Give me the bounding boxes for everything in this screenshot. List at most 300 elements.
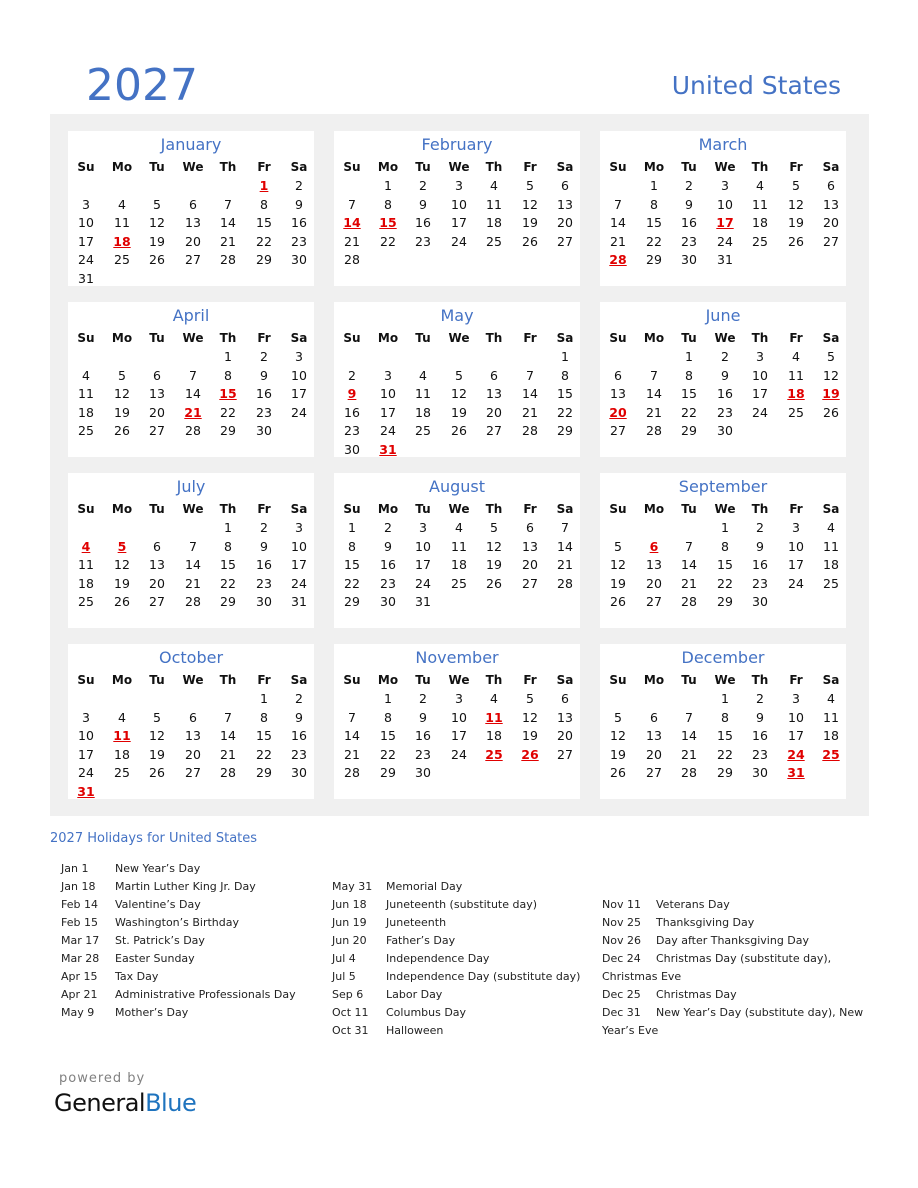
day-cell: 5: [526, 178, 534, 193]
day-cell: 19: [522, 728, 538, 743]
brand-blue: Blue: [145, 1089, 197, 1117]
day-cell: 14: [220, 728, 236, 743]
generalblue-logo[interactable]: [54, 1089, 196, 1117]
weekday-label: Mo: [643, 502, 665, 516]
holiday-name-continued: [602, 1022, 862, 1040]
day-cell: 3: [792, 691, 800, 706]
day-cell: 15: [344, 557, 360, 572]
brand-general: General: [54, 1089, 146, 1117]
day-cell: 16: [415, 728, 431, 743]
day-cell: 25: [114, 252, 130, 267]
day-cell: 17: [788, 728, 804, 743]
weekday-label: We: [448, 160, 470, 174]
day-cell: 24: [415, 575, 431, 591]
day-cell: 19: [451, 404, 467, 420]
day-cell: 26: [610, 594, 626, 609]
weekday-label: Fr: [789, 502, 803, 516]
week-row: [68, 214, 314, 232]
day-cell: 14: [557, 538, 573, 554]
day-cell: 25: [114, 765, 130, 780]
day-cell: 1: [384, 178, 392, 193]
day-cell: 23: [256, 575, 272, 591]
holiday-date: Jun 18: [332, 898, 367, 911]
weekday-label: We: [182, 331, 204, 345]
month-july: [68, 473, 314, 628]
day-cell: 5: [614, 538, 622, 554]
week-row: [68, 196, 314, 214]
weekday-label: We: [182, 160, 204, 174]
weekday-label: Mo: [643, 673, 665, 687]
week-row: [600, 251, 846, 269]
day-cell: 12: [114, 386, 130, 401]
day-cell: 1: [650, 178, 658, 193]
holiday-item: [602, 896, 862, 914]
day-cell: 6: [490, 367, 498, 383]
weekday-header-row: [68, 500, 314, 518]
week-row: [68, 746, 314, 764]
week-row: [334, 348, 580, 366]
day-cell: 23: [415, 233, 431, 249]
holiday-day-cell: 21: [184, 404, 202, 420]
week-row: [68, 538, 314, 556]
weekday-label: Mo: [111, 502, 133, 516]
day-cell: 13: [486, 386, 502, 401]
day-cell: 20: [823, 215, 839, 230]
holiday-day-cell: 31: [379, 441, 397, 457]
day-cell: 10: [380, 386, 396, 401]
day-cell: 2: [348, 367, 356, 383]
holiday-item: [332, 932, 592, 950]
weekday-label: Tu: [149, 160, 165, 174]
week-row: [334, 177, 580, 195]
day-cell: 12: [522, 196, 538, 212]
holiday-date: May 9: [61, 1006, 95, 1019]
month-december: [600, 644, 846, 799]
month-title: April: [172, 306, 210, 325]
day-cell: 17: [78, 746, 94, 762]
weekday-label: Mo: [377, 502, 399, 516]
weekday-header-row: [68, 329, 314, 347]
weekday-label: Su: [609, 673, 627, 687]
day-cell: 6: [827, 178, 835, 193]
day-cell: 26: [451, 423, 467, 438]
day-cell: 5: [614, 709, 622, 725]
day-cell: 22: [681, 404, 697, 420]
day-cell: 3: [295, 520, 303, 535]
day-cell: 15: [557, 386, 573, 401]
day-cell: 10: [788, 709, 804, 725]
day-cell: 10: [717, 196, 733, 212]
weekday-label: Fr: [789, 331, 803, 345]
day-cell: 24: [752, 404, 768, 420]
day-cell: 29: [717, 765, 733, 780]
week-row: [334, 593, 580, 611]
day-cell: 11: [486, 196, 502, 212]
day-cell: 13: [557, 709, 573, 725]
weekday-label: We: [714, 502, 736, 516]
day-cell: 17: [415, 557, 431, 572]
weekday-label: Su: [77, 673, 95, 687]
day-cell: 7: [224, 709, 232, 725]
holiday-day-cell: 18: [113, 233, 131, 249]
day-cell: 18: [823, 728, 839, 743]
day-cell: 9: [721, 367, 729, 383]
day-cell: 23: [717, 404, 733, 420]
day-cell: 5: [792, 178, 800, 193]
weekday-label: We: [448, 673, 470, 687]
day-cell: 18: [114, 746, 130, 762]
holiday-date: Feb 15: [61, 916, 98, 929]
day-cell: 8: [384, 709, 392, 725]
day-cell: 22: [256, 233, 272, 249]
day-cell: 30: [415, 765, 431, 780]
powered-by-label: powered by: [59, 1071, 146, 1086]
holiday-item: [332, 986, 592, 1004]
week-row: [600, 556, 846, 574]
day-cell: 6: [561, 691, 569, 706]
month-title: October: [158, 648, 224, 667]
day-cell: 27: [149, 594, 165, 609]
day-cell: 27: [486, 423, 502, 438]
day-cell: 12: [522, 709, 538, 725]
day-cell: 11: [78, 386, 94, 401]
weekday-label: Mo: [111, 331, 133, 345]
day-cell: 16: [380, 557, 396, 572]
holiday-item: [61, 896, 321, 914]
holiday-day-cell: 19: [822, 386, 840, 401]
week-row: [68, 764, 314, 782]
day-cell: 7: [348, 709, 356, 725]
day-cell: 20: [185, 746, 201, 762]
day-cell: 22: [220, 575, 236, 591]
weekday-label: Su: [343, 331, 361, 345]
holiday-date: Oct 31: [332, 1024, 369, 1037]
holiday-name: Easter Sunday: [115, 952, 195, 965]
day-cell: 1: [224, 349, 232, 364]
weekday-label: Mo: [377, 331, 399, 345]
day-cell: 24: [788, 575, 804, 591]
day-cell: 6: [561, 178, 569, 193]
weekday-label: Sa: [556, 331, 574, 345]
holiday-day-cell: 25: [485, 746, 503, 762]
week-row: [600, 404, 846, 422]
day-cell: 10: [78, 215, 94, 230]
day-cell: 18: [486, 728, 502, 743]
day-cell: 5: [827, 349, 835, 364]
day-cell: 20: [646, 575, 662, 591]
day-cell: 13: [557, 196, 573, 212]
day-cell: 8: [260, 709, 268, 725]
day-cell: 5: [118, 367, 126, 383]
day-cell: 12: [823, 367, 839, 383]
day-cell: 17: [291, 386, 307, 401]
day-cell: 28: [185, 423, 201, 438]
day-cell: 29: [256, 252, 272, 267]
holiday-day-cell: 15: [379, 215, 397, 230]
day-cell: 15: [681, 386, 697, 401]
holiday-name: Mother’s Day: [115, 1006, 189, 1019]
holiday-name-wrap: Year’s Eve: [602, 1024, 659, 1037]
weekday-label: Mo: [377, 160, 399, 174]
week-row: [68, 556, 314, 574]
holiday-name: New Year’s Day (substitute day), New: [656, 1006, 864, 1019]
day-cell: 30: [291, 765, 307, 780]
day-cell: 25: [451, 575, 467, 591]
week-row: [600, 727, 846, 745]
day-cell: 21: [344, 746, 360, 762]
month-title: September: [678, 477, 768, 496]
week-row: [334, 709, 580, 727]
week-row: [68, 385, 314, 403]
month-title: December: [681, 648, 765, 667]
weekday-header-row: [600, 500, 846, 518]
holiday-date: Mar 17: [61, 934, 100, 947]
day-cell: 18: [486, 215, 502, 230]
holiday-name: Administrative Professionals Day: [115, 988, 296, 1001]
month-title: June: [705, 306, 741, 325]
day-cell: 19: [610, 575, 626, 591]
day-cell: 31: [717, 252, 733, 267]
day-cell: 10: [415, 538, 431, 554]
holiday-item: [602, 1004, 862, 1022]
month-title: May: [440, 306, 474, 325]
day-cell: 9: [419, 709, 427, 725]
holiday-item: [61, 932, 321, 950]
day-cell: 8: [224, 367, 232, 383]
day-cell: 27: [557, 233, 573, 249]
weekday-label: Sa: [556, 673, 574, 687]
day-cell: 22: [220, 404, 236, 420]
day-cell: 4: [792, 349, 800, 364]
day-cell: 2: [419, 691, 427, 706]
day-cell: 26: [610, 765, 626, 780]
day-cell: 18: [78, 404, 94, 420]
day-cell: 15: [256, 728, 272, 743]
weekday-header-row: [600, 671, 846, 689]
day-cell: 23: [291, 746, 307, 762]
day-cell: 9: [756, 709, 764, 725]
day-cell: 13: [185, 728, 201, 743]
holiday-date: Feb 14: [61, 898, 98, 911]
holiday-item: [332, 1022, 592, 1040]
day-cell: 6: [650, 709, 658, 725]
day-cell: 10: [78, 728, 94, 743]
day-cell: 9: [295, 709, 303, 725]
day-cell: 14: [185, 557, 201, 572]
weekday-label: Fr: [523, 502, 537, 516]
day-cell: 21: [220, 233, 236, 249]
day-cell: 23: [291, 233, 307, 249]
day-cell: 11: [415, 386, 431, 401]
week-row: [334, 251, 580, 269]
weekday-label: Su: [343, 673, 361, 687]
holiday-name: Labor Day: [386, 988, 443, 1001]
day-cell: 21: [610, 233, 626, 249]
day-cell: 2: [721, 349, 729, 364]
holiday-day-cell: 31: [787, 765, 805, 780]
weekday-label: Th: [219, 502, 237, 516]
weekday-label: Th: [219, 331, 237, 345]
day-cell: 14: [522, 386, 538, 401]
day-cell: 24: [451, 746, 467, 762]
day-cell: 23: [344, 423, 360, 438]
holiday-date: Apr 21: [61, 988, 98, 1001]
day-cell: 10: [451, 709, 467, 725]
holiday-date: Dec 31: [602, 1006, 641, 1019]
day-cell: 1: [685, 349, 693, 364]
day-cell: 13: [522, 538, 538, 554]
day-cell: 2: [295, 691, 303, 706]
day-cell: 15: [717, 728, 733, 743]
day-cell: 4: [118, 196, 126, 212]
day-cell: 14: [681, 557, 697, 572]
day-cell: 25: [486, 233, 502, 249]
weekday-header-row: [68, 158, 314, 176]
holiday-item: [332, 914, 592, 932]
weekday-label: Th: [751, 502, 769, 516]
day-cell: 23: [752, 575, 768, 591]
day-cell: 9: [260, 367, 268, 383]
day-cell: 17: [380, 404, 396, 420]
day-cell: 22: [256, 746, 272, 762]
day-cell: 19: [114, 404, 130, 420]
weekday-label: Su: [609, 331, 627, 345]
holiday-date: Sep 6: [332, 988, 364, 1001]
day-cell: 29: [220, 423, 236, 438]
weekday-label: Su: [609, 160, 627, 174]
holiday-column: [332, 878, 592, 1040]
day-cell: 13: [823, 196, 839, 212]
day-cell: 20: [522, 557, 538, 572]
week-row: [600, 385, 846, 403]
holiday-date: Nov 11: [602, 898, 641, 911]
holiday-name: Thanksgiving Day: [656, 916, 755, 929]
weekday-label: We: [182, 502, 204, 516]
day-cell: 28: [185, 594, 201, 609]
week-row: [600, 214, 846, 232]
holiday-date: Jul 4: [332, 952, 356, 965]
week-row: [600, 422, 846, 440]
day-cell: 2: [756, 520, 764, 535]
day-cell: 21: [185, 575, 201, 591]
day-cell: 8: [561, 367, 569, 383]
day-cell: 26: [149, 765, 165, 780]
holiday-item: [61, 968, 321, 986]
week-row: [334, 538, 580, 556]
day-cell: 15: [646, 215, 662, 230]
week-row: [334, 422, 580, 440]
holiday-item: [602, 932, 862, 950]
day-cell: 28: [557, 575, 573, 591]
day-cell: 1: [561, 349, 569, 364]
day-cell: 17: [451, 728, 467, 743]
holiday-day-cell: 18: [787, 386, 805, 401]
weekday-label: Tu: [149, 673, 165, 687]
day-cell: 19: [114, 575, 130, 591]
day-cell: 12: [114, 557, 130, 572]
calendar-year: 2027: [86, 60, 198, 111]
weekday-label: Su: [343, 502, 361, 516]
day-cell: 21: [220, 746, 236, 762]
week-row: [68, 233, 314, 251]
day-cell: 19: [610, 746, 626, 762]
weekday-label: Th: [485, 331, 503, 345]
holiday-day-cell: 11: [485, 709, 503, 725]
week-row: [600, 764, 846, 782]
day-cell: 2: [384, 520, 392, 535]
day-cell: 5: [153, 196, 161, 212]
day-cell: 8: [260, 196, 268, 212]
day-cell: 16: [256, 557, 272, 572]
weekday-label: Tu: [681, 502, 697, 516]
day-cell: 21: [557, 557, 573, 572]
day-cell: 19: [788, 215, 804, 230]
day-cell: 8: [348, 538, 356, 554]
day-cell: 26: [149, 252, 165, 267]
day-cell: 22: [380, 233, 396, 249]
day-cell: 8: [685, 367, 693, 383]
day-cell: 10: [752, 367, 768, 383]
day-cell: 8: [650, 196, 658, 212]
day-cell: 11: [114, 215, 130, 230]
holiday-item: [61, 986, 321, 1004]
day-cell: 29: [380, 765, 396, 780]
day-cell: 12: [788, 196, 804, 212]
week-row: [334, 575, 580, 593]
day-cell: 9: [419, 196, 427, 212]
day-cell: 22: [646, 233, 662, 249]
day-cell: 4: [490, 178, 498, 193]
day-cell: 3: [455, 691, 463, 706]
holiday-name: Veterans Day: [656, 898, 730, 911]
day-cell: 30: [752, 765, 768, 780]
weekday-header-row: [334, 329, 580, 347]
holiday-name: Martin Luther King Jr. Day: [115, 880, 256, 893]
weekday-label: Tu: [415, 502, 431, 516]
week-row: [334, 214, 580, 232]
holiday-date: Jun 19: [332, 916, 367, 929]
holiday-date: Dec 24: [602, 952, 641, 965]
day-cell: 2: [260, 520, 268, 535]
holiday-item: [602, 986, 862, 1004]
weekday-label: Th: [485, 673, 503, 687]
day-cell: 27: [185, 252, 201, 267]
day-cell: 27: [185, 765, 201, 780]
day-cell: 16: [752, 728, 768, 743]
week-row: [68, 519, 314, 537]
weekday-label: Sa: [290, 331, 308, 345]
holiday-day-cell: 20: [609, 404, 627, 420]
day-cell: 31: [291, 594, 307, 609]
holiday-name: Day after Thanksgiving Day: [656, 934, 810, 947]
day-cell: 17: [291, 557, 307, 572]
day-cell: 25: [788, 404, 804, 420]
holiday-column: [602, 896, 862, 1040]
weekday-header-row: [334, 671, 580, 689]
day-cell: 28: [220, 765, 236, 780]
day-cell: 29: [681, 423, 697, 438]
holiday-day-cell: 31: [77, 783, 95, 799]
day-cell: 4: [756, 178, 764, 193]
day-cell: 15: [220, 557, 236, 572]
day-cell: 6: [153, 538, 161, 554]
day-cell: 11: [823, 709, 839, 725]
week-row: [334, 746, 580, 764]
holiday-name: Independence Day (substitute day): [386, 970, 581, 983]
day-cell: 3: [756, 349, 764, 364]
weekday-label: Sa: [290, 502, 308, 516]
day-cell: 21: [681, 575, 697, 591]
